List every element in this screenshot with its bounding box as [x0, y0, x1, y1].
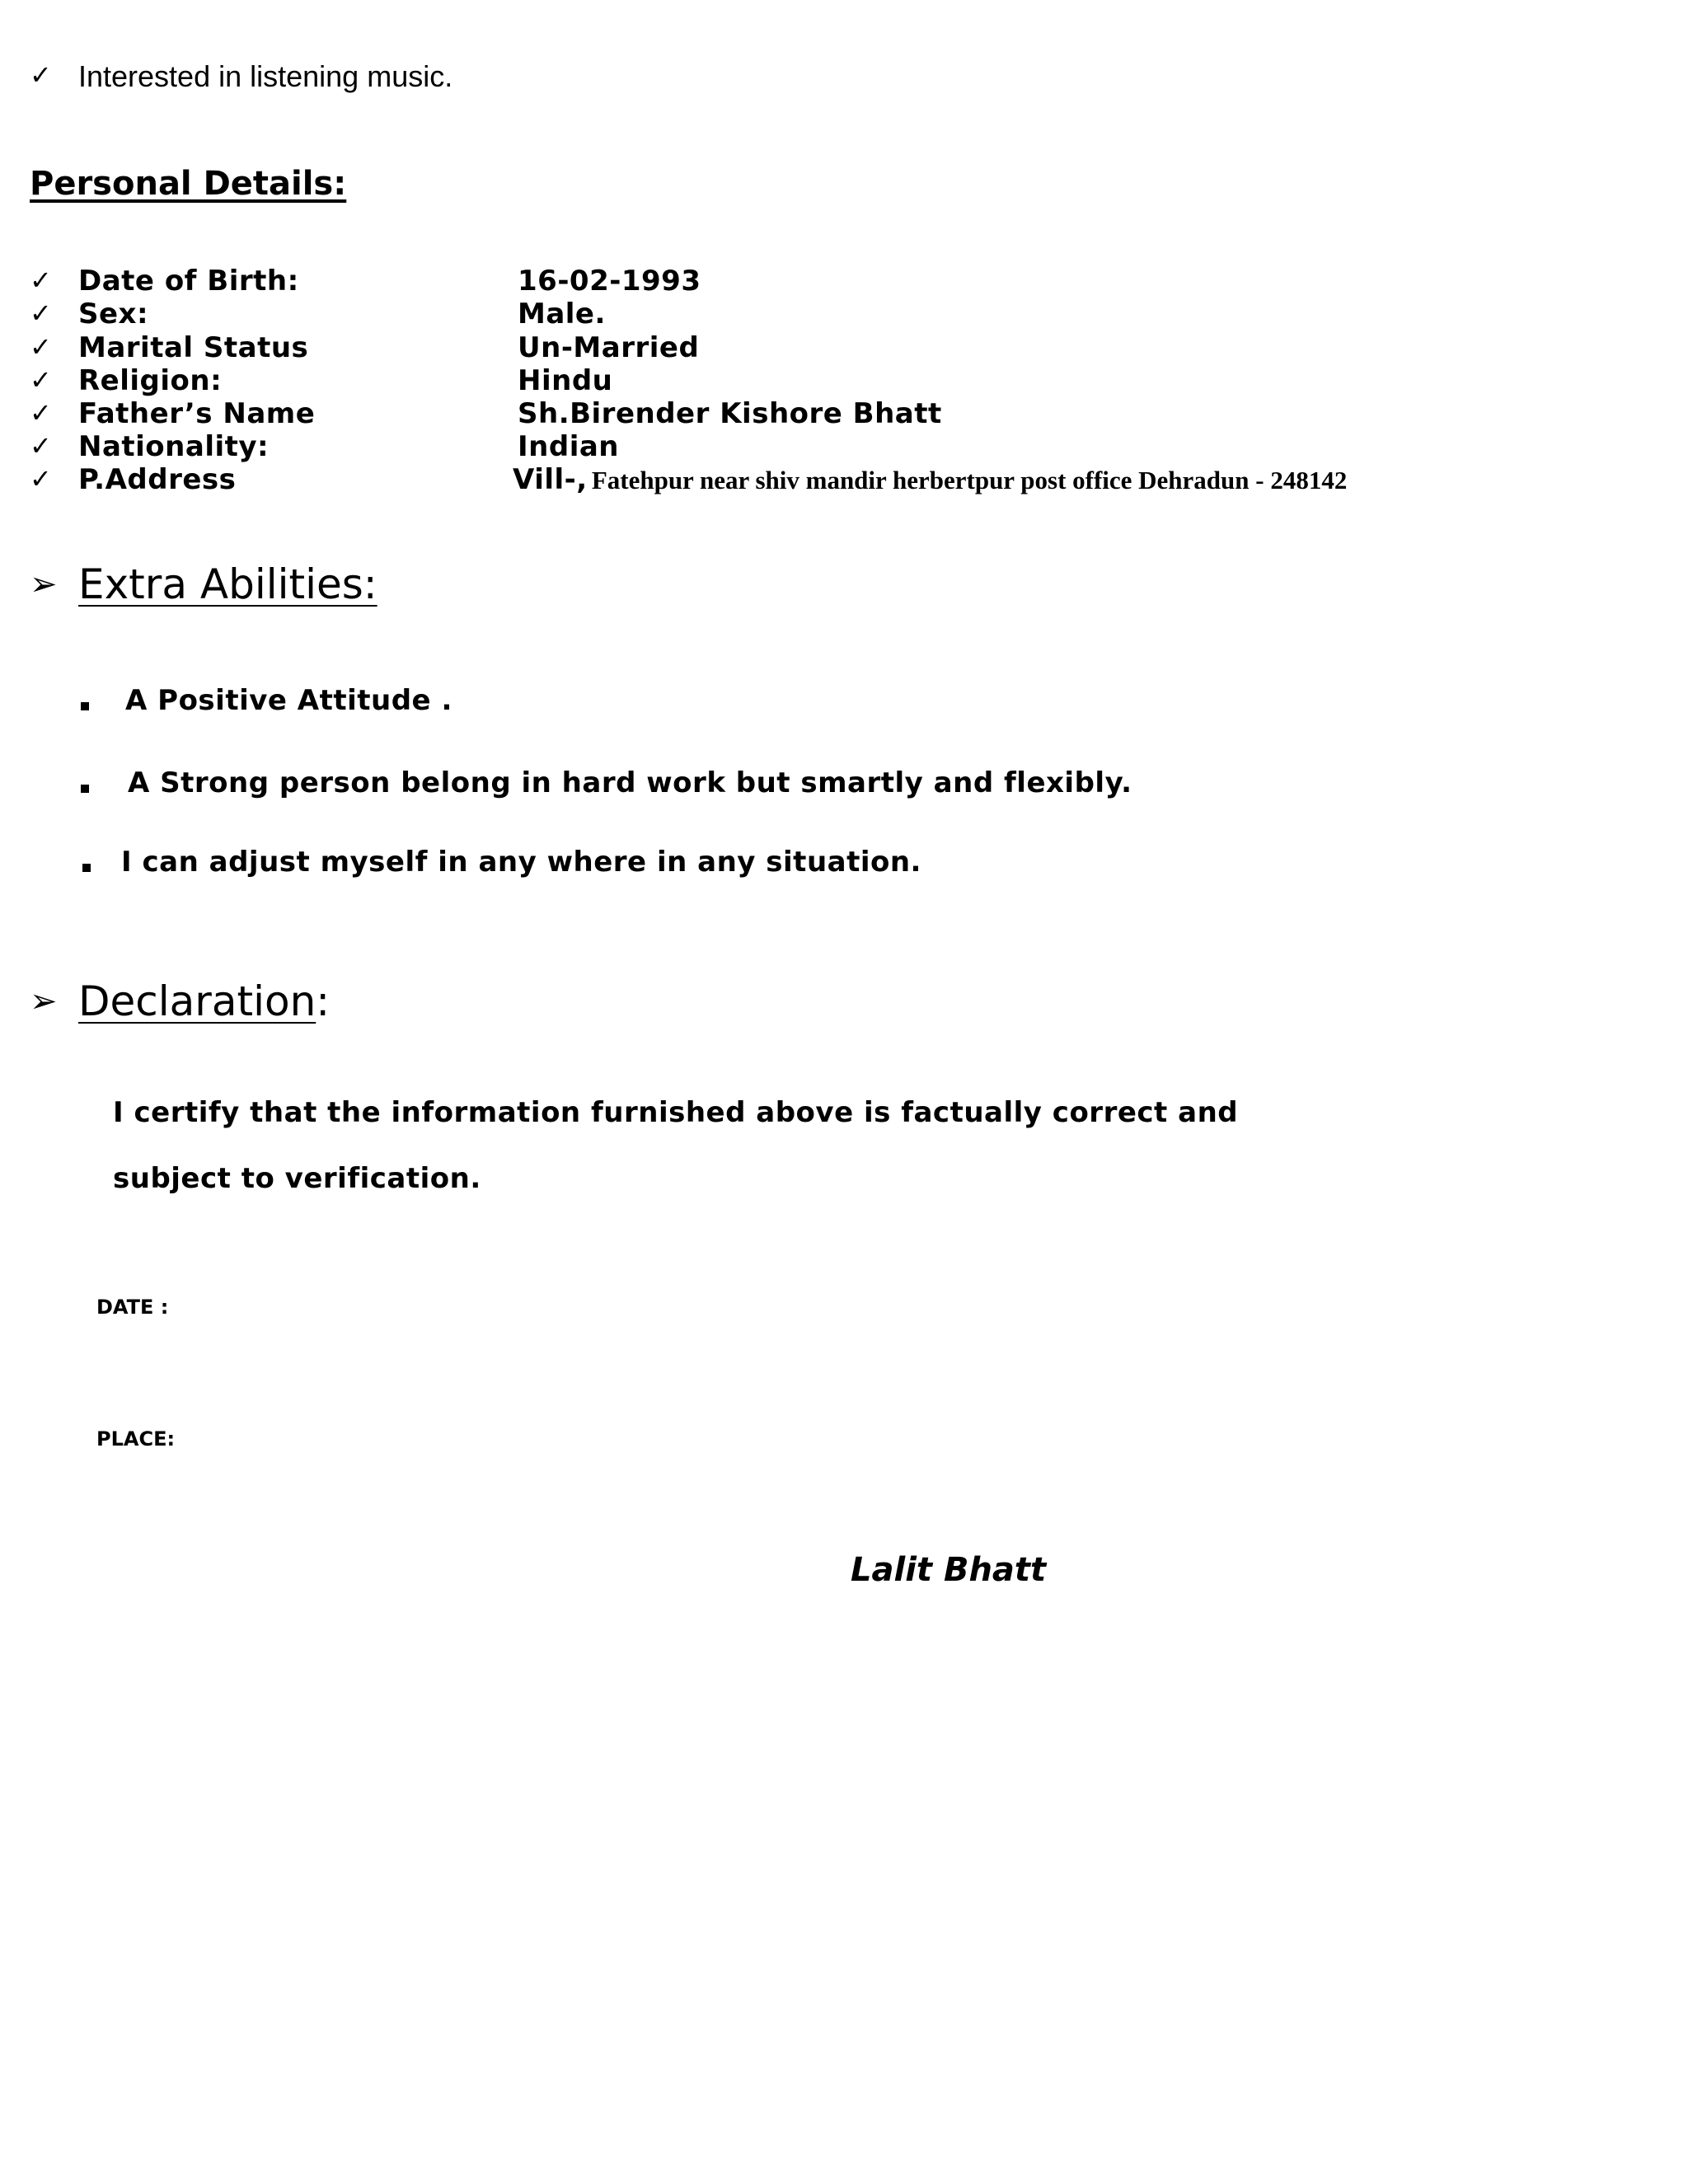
address-label: P.Address: [78, 463, 237, 496]
religion-label: Religion:: [78, 364, 223, 397]
personal-details-heading: Personal Details:: [30, 165, 347, 203]
religion-value: Hindu: [518, 364, 613, 397]
check-icon: ✓: [30, 463, 52, 494]
extra-abilities-title: Extra Abilities:: [78, 560, 377, 608]
signature-name: Lalit Bhatt: [851, 1551, 1047, 1589]
check-icon: ✓: [30, 298, 52, 329]
check-icon: ✓: [30, 430, 52, 462]
check-icon: ✓: [30, 59, 52, 91]
dob-label: Date of Birth:: [78, 265, 299, 298]
nationality-label: Nationality:: [78, 430, 270, 463]
hobby-text: Interested in listening music.: [78, 59, 453, 93]
bullet-icon: [81, 702, 89, 710]
bullet-icon: [82, 864, 91, 872]
declaration-heading: [78, 977, 330, 1025]
check-icon: ✓: [30, 364, 52, 396]
declaration-title-colon: :: [316, 977, 331, 1025]
father-name-label: Father’s Name: [78, 397, 316, 430]
extra-abilities-heading: [78, 560, 377, 608]
marital-status-label: Marital Status: [78, 331, 309, 364]
declaration-line-1: I certify that the information furnished above is factually correct and: [113, 1096, 1239, 1129]
ability-item: A Positive Attitude .: [125, 684, 452, 717]
bullet-icon: [81, 785, 89, 793]
address-value-prefix: Vill-,: [513, 463, 588, 496]
ability-item: A Strong person belong in hard work but smartly and flexibly.: [128, 766, 1132, 799]
father-name-value: Sh.Birender Kishore Bhatt: [518, 397, 942, 430]
arrow-icon: ➢: [30, 565, 58, 603]
dob-value: 16-02-1993: [518, 265, 701, 298]
declaration-line-2: subject to verification.: [113, 1162, 481, 1195]
address-value-detail: Fatehpur near shiv mandir herbertpur post office Dehradun - 248142: [591, 466, 1348, 494]
arrow-icon: ➢: [30, 982, 58, 1020]
check-icon: ✓: [30, 265, 52, 296]
declaration-title: Declaration: [78, 977, 316, 1025]
address-value: [513, 463, 1347, 496]
ability-item: I can adjust myself in any where in any situation.: [121, 846, 921, 879]
check-icon: ✓: [30, 331, 52, 363]
nationality-value: Indian: [518, 430, 619, 463]
marital-status-value: Un-Married: [518, 331, 700, 364]
date-label: DATE :: [96, 1296, 169, 1319]
sex-label: Sex:: [78, 298, 149, 330]
sex-value: Male.: [518, 298, 606, 330]
place-label: PLACE:: [96, 1427, 176, 1451]
check-icon: ✓: [30, 397, 52, 429]
